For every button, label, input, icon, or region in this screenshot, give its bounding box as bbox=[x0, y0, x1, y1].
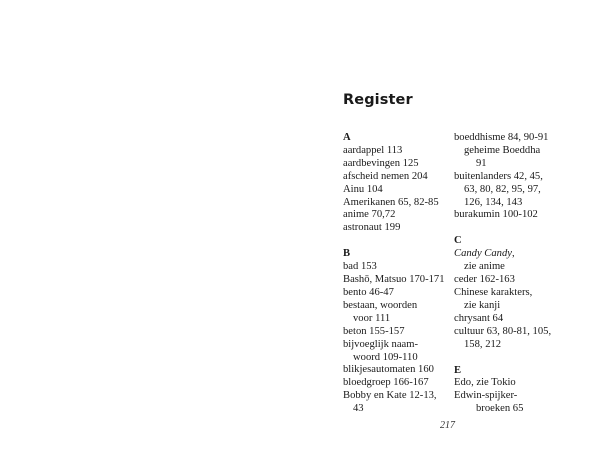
index-entry: ceder 162-163 bbox=[454, 274, 515, 286]
entry-text: cultuur 63, 80-81, 105, bbox=[454, 325, 552, 337]
entry-continuation: voor 111 bbox=[353, 312, 391, 324]
index-entry: Ainu 104 bbox=[343, 183, 383, 195]
index-entry bbox=[454, 171, 584, 210]
index-entry: afscheid nemen 204 bbox=[343, 170, 428, 182]
section-letter-e: E bbox=[454, 364, 462, 376]
index-entry: burakumin 100-102 bbox=[454, 209, 538, 221]
entry-continuation: woord 109-110 bbox=[353, 351, 418, 363]
entry-continuation: 91 bbox=[476, 157, 487, 169]
index-entry bbox=[454, 132, 584, 171]
entry-continuation: 126, 134, 143 bbox=[464, 196, 523, 208]
section-letter-c: C bbox=[454, 235, 462, 247]
index-entry bbox=[454, 390, 584, 416]
index-entry: bloedgroep 166-167 bbox=[343, 377, 429, 389]
entry-continuation: geheime Boeddha bbox=[464, 144, 541, 156]
index-entry bbox=[454, 248, 584, 274]
index-entry bbox=[454, 326, 584, 352]
index-entry: Edo, zie Tokio bbox=[454, 377, 516, 389]
index-entry: bento 46-47 bbox=[343, 286, 394, 298]
index-entry: chrysant 64 bbox=[454, 312, 504, 324]
index-entry: blikjesautomaten 160 bbox=[343, 364, 434, 376]
index-entry: Amerikanen 65, 82-85 bbox=[343, 196, 439, 208]
entry-text: bijvoeglijk naam- bbox=[343, 338, 419, 350]
section-letter-b: B bbox=[343, 248, 351, 260]
index-entry: aardappel 113 bbox=[343, 144, 403, 156]
entry-continuation: 158, 212 bbox=[464, 338, 502, 350]
index-entry: beton 155-157 bbox=[343, 325, 405, 337]
entry-text: Chinese karakters, bbox=[454, 286, 533, 298]
page-title: Register bbox=[343, 92, 413, 108]
index-entry: anime 70,72 bbox=[343, 209, 396, 221]
index-entry: bad 153 bbox=[343, 261, 377, 273]
index-column-left bbox=[343, 132, 461, 416]
index-entry bbox=[343, 300, 461, 326]
entry-continuation: zie kanji bbox=[464, 299, 501, 311]
entry-continuation: broeken 65 bbox=[476, 403, 524, 415]
index-entry: astronaut 199 bbox=[343, 222, 401, 234]
entry-continuation: zie anime bbox=[464, 261, 505, 273]
section-letter-a: A bbox=[343, 132, 351, 143]
entry-text: Edwin-spijker- bbox=[454, 390, 518, 402]
entry-text: Bobby en Kate 12-13, bbox=[343, 390, 437, 402]
index-entry bbox=[454, 287, 584, 313]
index-entry bbox=[343, 339, 461, 365]
index-entry: Bashō, Matsuo 170-171 bbox=[343, 274, 445, 286]
entry-punctuation: , bbox=[511, 248, 515, 260]
entry-continuation: 63, 80, 82, 95, 97, bbox=[464, 183, 541, 195]
index-entry bbox=[343, 390, 461, 416]
entry-continuation: 43 bbox=[353, 403, 364, 415]
entry-text: bestaan, woorden bbox=[343, 299, 418, 311]
entry-text: Candy Candy bbox=[454, 248, 512, 260]
page-number: 217 bbox=[440, 420, 455, 431]
entry-text: boeddhisme 84, 90-91 bbox=[454, 132, 549, 143]
entry-text: buitenlanders 42, 45, bbox=[454, 170, 543, 182]
index-column-right bbox=[454, 132, 584, 416]
index-entry: aardbevingen 125 bbox=[343, 157, 419, 169]
